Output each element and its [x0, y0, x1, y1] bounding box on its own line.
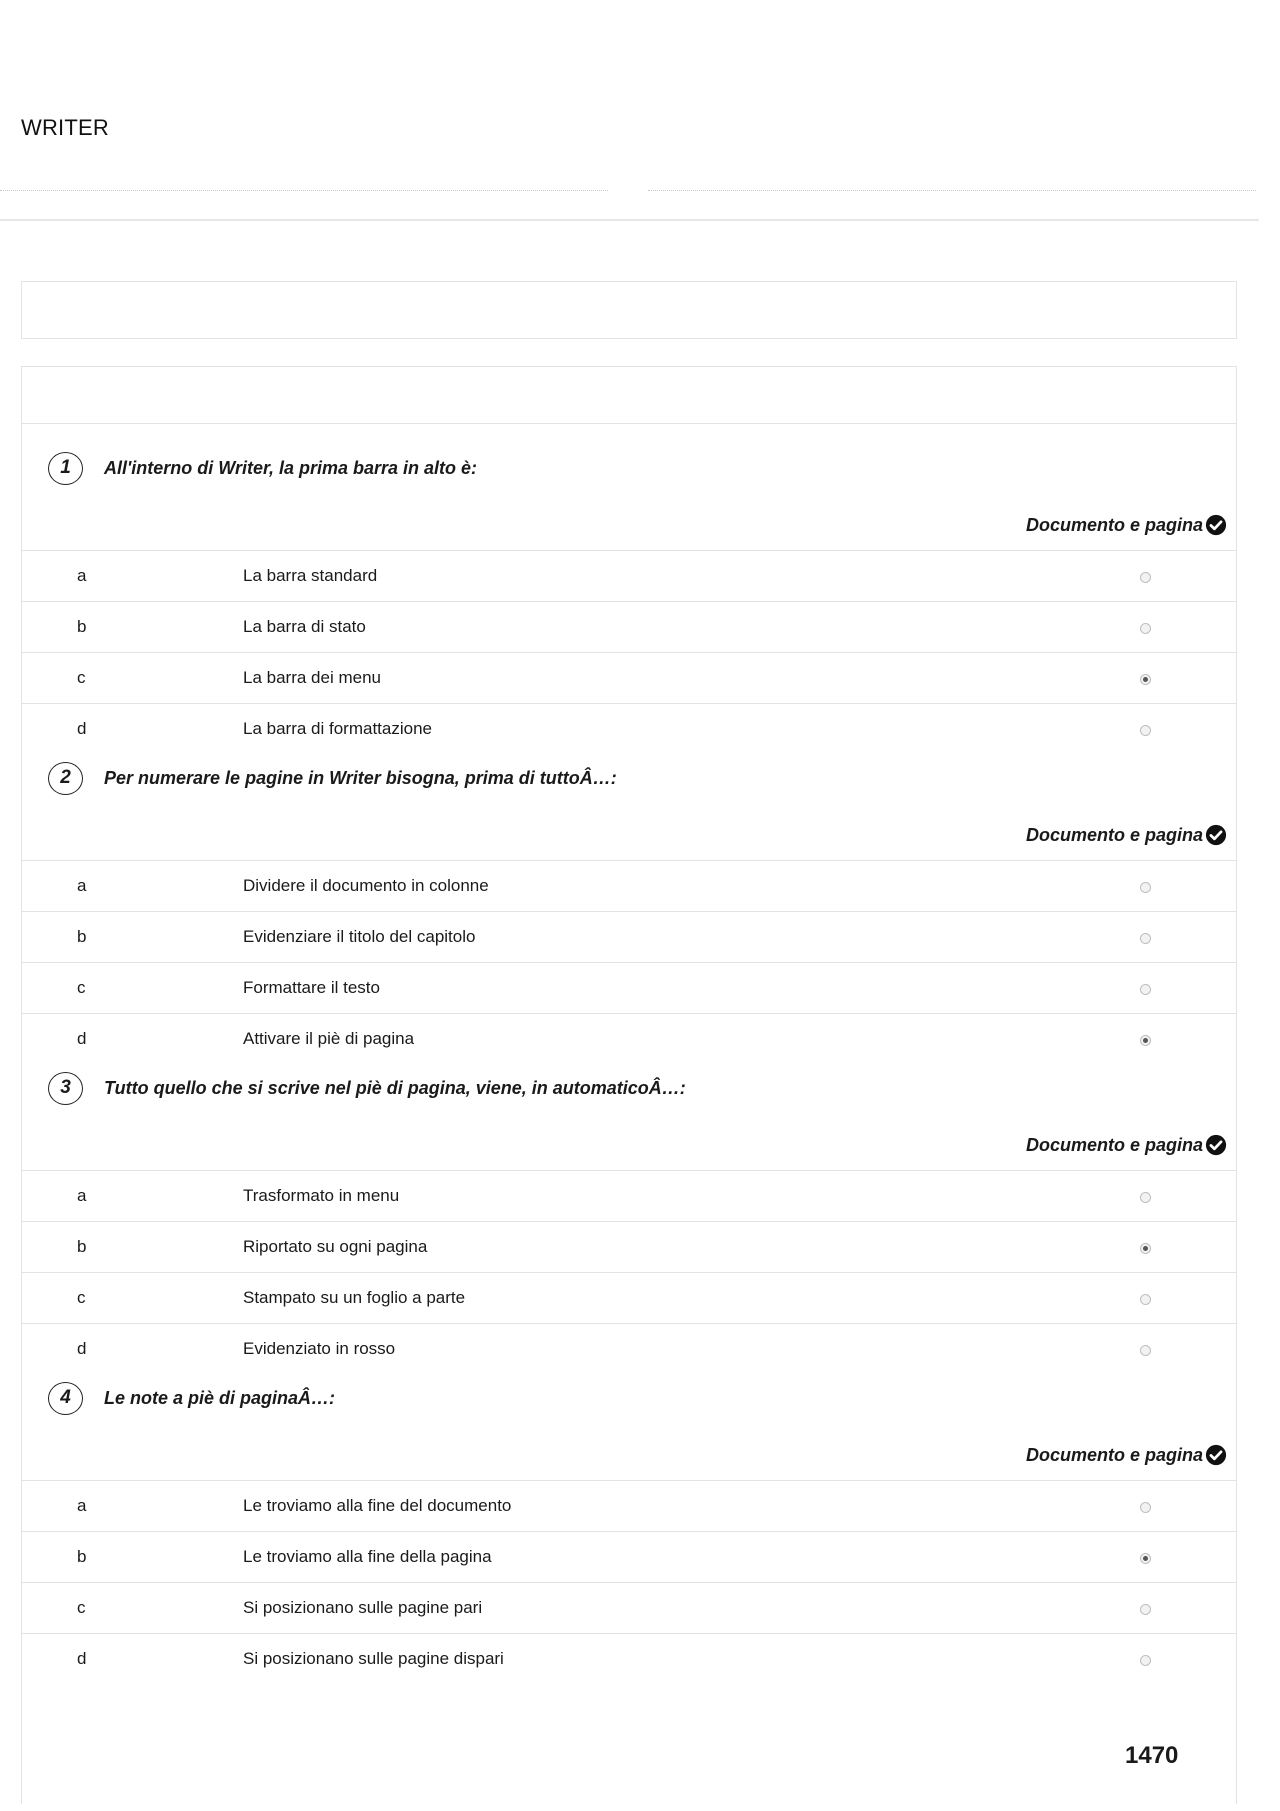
question-category [1026, 824, 1227, 846]
answer-radio[interactable] [1140, 1192, 1151, 1203]
answer-row[interactable] [21, 1222, 1237, 1273]
question-number-badge: 2 [48, 762, 83, 795]
answer-radio-selected[interactable] [1140, 674, 1151, 685]
check-circle-icon [1205, 1134, 1227, 1156]
answer-row[interactable] [21, 861, 1237, 912]
answer-text: Formattare il testo [243, 978, 380, 997]
question-block [21, 754, 1237, 1064]
header-divider-right [648, 190, 1256, 191]
answer-text: Le troviamo alla fine del documento [243, 1496, 512, 1515]
answer-text: Stampato su un foglio a parte [243, 1288, 466, 1307]
answer-radio-selected[interactable] [1140, 1553, 1151, 1564]
answer-letter: a [77, 566, 87, 585]
answer-letter: c [77, 978, 86, 997]
answer-row[interactable] [21, 1014, 1237, 1064]
answer-row[interactable] [21, 1532, 1237, 1583]
answer-text: Trasformato in menu [243, 1186, 400, 1205]
answer-row[interactable] [21, 602, 1237, 653]
question-block [21, 1374, 1237, 1684]
question-category-label: Documento e pagina [1025, 824, 1203, 845]
answer-text: Evidenziare il titolo del capitolo [243, 927, 476, 946]
answer-text: Evidenziato in rosso [243, 1339, 396, 1358]
answer-row[interactable] [21, 1324, 1237, 1374]
answer-text: La barra di stato [243, 617, 366, 636]
answer-row[interactable] [21, 704, 1237, 754]
answer-radio[interactable] [1140, 1604, 1151, 1615]
answer-letter: b [77, 1237, 87, 1256]
answer-letter: a [77, 1186, 87, 1205]
answer-text: La barra dei menu [243, 668, 381, 687]
question-category-label: Documento e pagina [1025, 514, 1203, 535]
answer-text: Si posizionano sulle pagine dispari [243, 1649, 504, 1668]
answer-row[interactable] [21, 963, 1237, 1014]
answer-letter: b [77, 617, 87, 636]
check-circle-icon [1205, 824, 1227, 846]
check-circle-icon [1205, 1444, 1227, 1466]
answer-row[interactable] [21, 1634, 1237, 1684]
answer-letter: b [77, 1547, 87, 1566]
answer-letter: b [77, 927, 87, 946]
page-title: WRITER [21, 115, 109, 140]
answer-letter: a [77, 876, 87, 895]
answer-text: Riportato su ogni pagina [243, 1237, 428, 1256]
question-header [21, 1064, 1237, 1171]
question-category [1026, 1134, 1227, 1156]
answer-letter: c [77, 1288, 86, 1307]
empty-panel [21, 281, 1237, 339]
answer-text: Attivare il piè di pagina [243, 1029, 415, 1048]
answer-radio[interactable] [1140, 623, 1151, 634]
question-header [21, 1374, 1237, 1481]
question-category [1026, 1444, 1227, 1466]
answer-radio[interactable] [1140, 882, 1151, 893]
page-number: 1470 [1125, 1742, 1179, 1769]
answer-text: La barra di formattazione [243, 719, 432, 738]
answer-radio[interactable] [1140, 572, 1151, 583]
answer-row[interactable] [21, 912, 1237, 963]
question-number-badge: 4 [48, 1382, 83, 1415]
answer-row[interactable] [21, 1171, 1237, 1222]
answer-row[interactable] [21, 1481, 1237, 1532]
answer-text: Dividere il documento in colonne [243, 876, 489, 895]
answer-letter: d [77, 719, 87, 738]
answer-letter: d [77, 1339, 87, 1358]
question-number-badge: 3 [48, 1072, 83, 1105]
answer-letter: d [77, 1029, 87, 1048]
answer-radio-selected[interactable] [1140, 1035, 1151, 1046]
question-text: All'interno di Writer, la prima barra in alto è: [104, 458, 478, 478]
answer-radio[interactable] [1140, 725, 1151, 736]
question-category-label: Documento e pagina [1025, 1444, 1203, 1465]
answer-text: Le troviamo alla fine della pagina [243, 1547, 492, 1566]
answer-radio[interactable] [1140, 984, 1151, 995]
answer-radio[interactable] [1140, 1502, 1151, 1513]
answer-radio[interactable] [1140, 1655, 1151, 1666]
question-number-badge: 1 [48, 452, 83, 485]
header-divider-left [0, 190, 608, 191]
question-block [21, 1064, 1237, 1374]
question-header [21, 754, 1237, 861]
answer-radio[interactable] [1140, 933, 1151, 944]
answer-row[interactable] [21, 1273, 1237, 1324]
answer-row[interactable] [21, 653, 1237, 704]
check-circle-icon [1205, 514, 1227, 536]
header-rule [0, 219, 1259, 221]
answer-text: Si posizionano sulle pagine pari [243, 1598, 483, 1617]
question-text: Tutto quello che si scrive nel piè di pagina, viene, in automaticoÂ…: [104, 1078, 686, 1098]
answer-letter: c [77, 1598, 86, 1617]
question-text: Le note a piè di paginaÂ…: [104, 1388, 336, 1408]
answer-letter: a [77, 1496, 87, 1515]
question-header [21, 444, 1237, 551]
answer-row[interactable] [21, 1583, 1237, 1634]
answer-radio-selected[interactable] [1140, 1243, 1151, 1254]
question-text: Per numerare le pagine in Writer bisogna, prima di tuttoÂ…: [104, 768, 617, 788]
question-block [21, 444, 1237, 754]
quiz-panel-header [21, 366, 1237, 424]
answer-radio[interactable] [1140, 1294, 1151, 1305]
answer-row[interactable] [21, 551, 1237, 602]
answer-text: La barra standard [243, 566, 378, 585]
answer-radio[interactable] [1140, 1345, 1151, 1356]
question-category [1026, 514, 1227, 536]
question-category-label: Documento e pagina [1025, 1134, 1203, 1155]
answer-letter: c [77, 668, 86, 687]
question-list [21, 444, 1237, 1684]
answer-letter: d [77, 1649, 87, 1668]
